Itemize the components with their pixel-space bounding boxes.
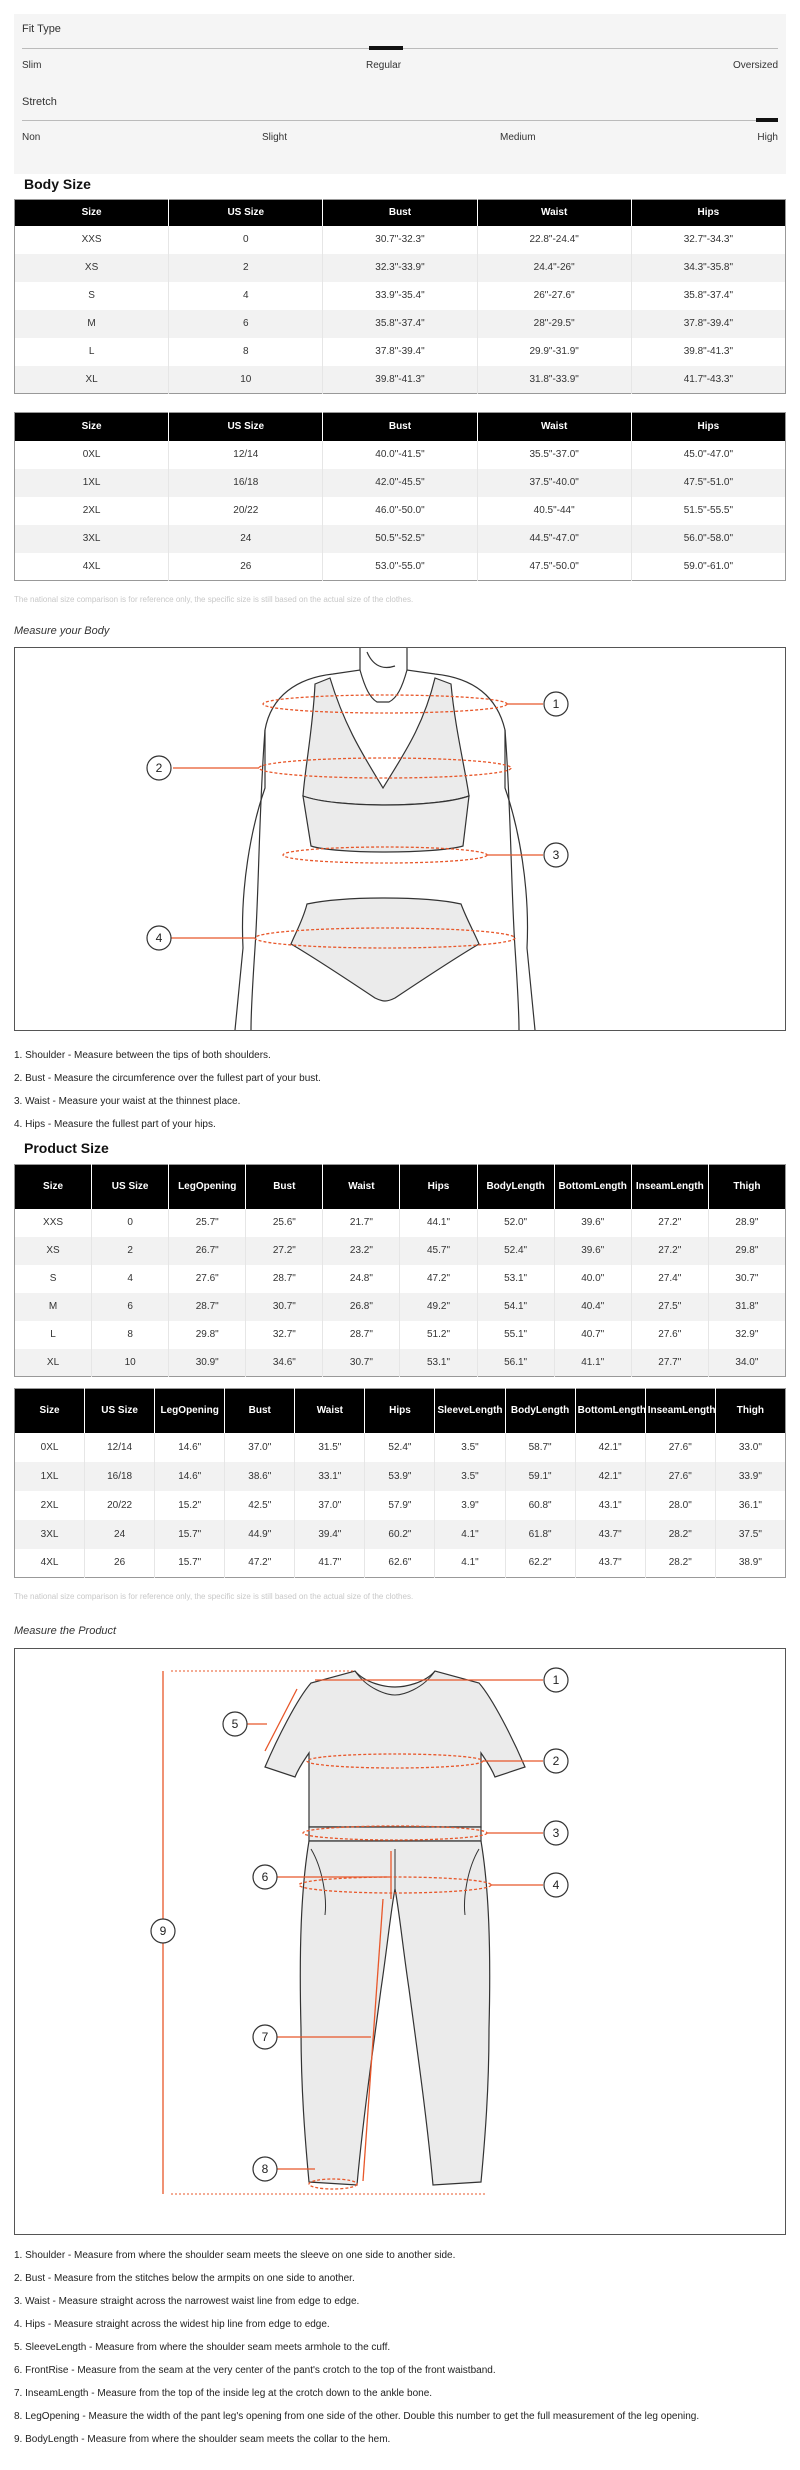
product-desc-1: 1. Shoulder - Measure from where the shoulder seam meets the sleeve on one side to another side. bbox=[14, 2250, 456, 2261]
body-size-table-2 bbox=[14, 412, 786, 581]
product-size-table-1-cell: 24.8" bbox=[323, 1265, 400, 1293]
product-size-table-1-cell: 27.2" bbox=[631, 1237, 708, 1265]
product-size-table-2-cell: 2XL bbox=[15, 1491, 85, 1520]
product-size-table-1-cell: 30.9" bbox=[169, 1349, 246, 1377]
body-size-table-1 bbox=[14, 199, 786, 394]
product-size-table-1-cell: XL bbox=[15, 1349, 92, 1377]
product-size-table-2-header-cell: Bust bbox=[225, 1389, 295, 1433]
body-size-table-2-cell: 24 bbox=[169, 525, 323, 553]
product-size-table-1-header-cell: BottomLength bbox=[554, 1165, 631, 1209]
product-size-table-2-cell: 3.9" bbox=[435, 1491, 505, 1520]
body-size-table-2-row bbox=[15, 497, 786, 525]
product-size-table-2-cell: 37.0" bbox=[295, 1491, 365, 1520]
product-size-table-1-cell: L bbox=[15, 1321, 92, 1349]
product-size-table-2-header-cell: Waist bbox=[295, 1389, 365, 1433]
body-size-table-2-header-cell: Waist bbox=[477, 413, 631, 441]
product-size-table-1-header-cell: Size bbox=[15, 1165, 92, 1209]
product-size-table-1-cell: 51.2" bbox=[400, 1321, 477, 1349]
body-size-table-1-row bbox=[15, 338, 786, 366]
product-size-table-1-cell: 29.8" bbox=[708, 1237, 785, 1265]
product-size-table-1-cell: 44.1" bbox=[400, 1209, 477, 1237]
body-size-table-2-cell: 47.5"-50.0" bbox=[477, 553, 631, 581]
product-size-table-1-cell: 32.9" bbox=[735, 1329, 759, 1340]
body-size-table-1-cell: 28"-29.5" bbox=[477, 310, 631, 338]
body-size-table-2-cell: 35.5"-37.0" bbox=[477, 441, 631, 469]
product-size-table-2-header-cell: Size bbox=[15, 1389, 85, 1433]
product-size-table-1-cell: XXS bbox=[15, 1209, 92, 1237]
body-size-table-2-cell: 16/18 bbox=[169, 469, 323, 497]
product-marker-7-label: 7 bbox=[261, 2030, 269, 2044]
body-size-table-1-cell: XXS bbox=[15, 226, 169, 254]
product-size-table-2-cell: 62.6" bbox=[365, 1549, 435, 1578]
product-size-table-1-cell: 34.0" bbox=[708, 1349, 785, 1377]
body-size-table-1-row bbox=[15, 366, 786, 394]
product-size-table-2-header-cell: Thigh bbox=[715, 1389, 785, 1433]
product-size-table-1-header-cell: LegOpening bbox=[169, 1165, 246, 1209]
product-size-table-2-cell: 24 bbox=[85, 1520, 155, 1549]
product-size-table-1-cell: 28.7" bbox=[246, 1265, 323, 1293]
product-size-table-2-cell: 15.7" bbox=[155, 1549, 225, 1578]
product-size-table-1-cell: 34.6" bbox=[246, 1349, 323, 1377]
product-size-table-1-cell: 27.5" bbox=[631, 1293, 708, 1321]
product-size-table-2-cell: 28.2" bbox=[645, 1549, 715, 1578]
product-size-table-1-row bbox=[15, 1349, 786, 1377]
product-size-table-2-cell: 58.7" bbox=[505, 1433, 575, 1462]
product-size-table-1-cell: 27.7" bbox=[631, 1349, 708, 1377]
body-size-table-1-cell: 33.9"-35.4" bbox=[323, 282, 477, 310]
product-size-table-2-cell: 31.5" bbox=[295, 1433, 365, 1462]
product-size-table-2-cell: 36.1" bbox=[738, 1499, 762, 1511]
product-size-table-1-cell: 26.7" bbox=[169, 1237, 246, 1265]
product-size-table-2-cell: 43.7" bbox=[575, 1549, 645, 1578]
product-size-table-1-cell: 27.2" bbox=[631, 1209, 708, 1237]
product-size-table-2-cell: 28.0" bbox=[645, 1491, 715, 1520]
product-size-table-2 bbox=[14, 1388, 786, 1578]
product-desc-3: 3. Waist - Measure straight across the narrowest waist line from edge to edge. bbox=[14, 2296, 360, 2307]
body-size-table-2-cell: 1XL bbox=[15, 469, 169, 497]
product-size-table-2-header-cell: BodyLength bbox=[505, 1389, 575, 1433]
product-size-table-1-cell: 10 bbox=[92, 1349, 169, 1377]
product-size-table-2-row bbox=[15, 1433, 786, 1462]
body-size-table-1-cell: 29.9"-31.9" bbox=[477, 338, 631, 366]
body-size-table-2-row bbox=[15, 469, 786, 497]
body-size-table-2-cell: 50.5"-52.5" bbox=[323, 525, 477, 553]
product-size-table-1-cell: 47.2" bbox=[400, 1265, 477, 1293]
body-size-table-1-cell: 30.7"-32.3" bbox=[323, 226, 477, 254]
product-size-table-1-cell: 23.2" bbox=[323, 1237, 400, 1265]
body-size-table-1-cell: 35.8"-37.4" bbox=[323, 310, 477, 338]
product-size-table-1-cell: 39.6" bbox=[554, 1209, 631, 1237]
body-size-table-1-header-cell: Size bbox=[15, 200, 169, 226]
product-marker-4-label: 4 bbox=[552, 1878, 560, 1892]
product-size-table-1-cell: 27.6" bbox=[169, 1265, 246, 1293]
product-size-table-1-cell: 53.1" bbox=[400, 1349, 477, 1377]
product-size-table-2-cell: 42.1" bbox=[575, 1433, 645, 1462]
body-size-note: The national size comparison is for reference only, the specific size is still based on the actual size of the clothes. bbox=[14, 595, 414, 604]
product-size-table-2-cell: 26 bbox=[85, 1549, 155, 1578]
product-size-table-2-header-cell: US Size bbox=[85, 1389, 155, 1433]
product-size-table-1-row bbox=[15, 1265, 786, 1293]
product-size-table-1-cell: 41.1" bbox=[554, 1349, 631, 1377]
body-size-table-1-cell: 37.8"-39.4" bbox=[323, 338, 477, 366]
stretch-label-non: Non bbox=[22, 132, 41, 143]
product-size-table-1-cell: 55.1" bbox=[477, 1321, 554, 1349]
body-illustration bbox=[15, 648, 785, 1030]
product-size-table-2-row bbox=[15, 1549, 786, 1578]
product-size-table-2-header-cell: LegOpening bbox=[155, 1389, 225, 1433]
product-size-table-2-cell: 15.2" bbox=[155, 1491, 225, 1520]
product-size-table-1-cell: 32.7" bbox=[246, 1321, 323, 1349]
body-size-title: Body Size bbox=[24, 176, 91, 192]
product-size-table-2-cell: 57.9" bbox=[365, 1491, 435, 1520]
body-size-table-1-cell: 37.8"-39.4" bbox=[631, 310, 785, 338]
product-size-table-1-header-cell: Hips bbox=[400, 1165, 477, 1209]
body-size-table-2-row bbox=[15, 441, 786, 469]
stretch-label-high: High bbox=[757, 132, 778, 143]
body-desc-3: 3. Waist - Measure your waist at the thinnest place. bbox=[14, 1096, 241, 1107]
product-size-table-2-cell: 28.2" bbox=[645, 1520, 715, 1549]
product-size-table-2-cell: 3XL bbox=[15, 1520, 85, 1549]
product-size-table-2-cell: 39.4" bbox=[295, 1520, 365, 1549]
product-size-table-1-cell: M bbox=[15, 1293, 92, 1321]
body-size-table-2-cell: 12/14 bbox=[169, 441, 323, 469]
product-size-table-2-cell: 16/18 bbox=[85, 1462, 155, 1491]
product-marker-1-label: 1 bbox=[552, 1673, 560, 1687]
body-size-table-1-row bbox=[15, 226, 786, 254]
measure-product-title: Measure the Product bbox=[14, 1625, 117, 1637]
product-marker-6-label: 6 bbox=[261, 1870, 269, 1884]
product-size-table-2-header-cell: SleeveLength bbox=[435, 1389, 505, 1433]
product-desc-6: 6. FrontRise - Measure from the seam at the very center of the pant's crotch to the top of the front waistband. bbox=[14, 2365, 496, 2376]
product-size-table-2-cell: 33.0" bbox=[738, 1441, 762, 1453]
body-size-table-2-cell: 46.0"-50.0" bbox=[323, 497, 477, 525]
body-size-table-2-cell: 42.0"-45.5" bbox=[323, 469, 477, 497]
body-size-table-2-cell: 53.0"-55.0" bbox=[323, 553, 477, 581]
product-size-table-2-cell: 38.6" bbox=[225, 1462, 295, 1491]
product-size-table-1-cell: 52.4" bbox=[477, 1237, 554, 1265]
body-size-table-2-header-cell: US Size bbox=[169, 413, 323, 441]
product-size-table-2-header-cell: Hips bbox=[365, 1389, 435, 1433]
product-size-table-1-cell: 56.1" bbox=[477, 1349, 554, 1377]
product-size-table-2-cell: 33.1" bbox=[295, 1462, 365, 1491]
stretch-marker bbox=[756, 118, 778, 122]
product-size-table-2-cell: 41.7" bbox=[295, 1549, 365, 1578]
product-size-table-1-cell: 28.7" bbox=[169, 1293, 246, 1321]
product-size-table-1-cell: 25.7" bbox=[169, 1209, 246, 1237]
product-size-table-1-cell: 45.7" bbox=[400, 1237, 477, 1265]
product-size-table-1-header-cell: BodyLength bbox=[477, 1165, 554, 1209]
fit-panel bbox=[14, 14, 786, 174]
product-marker-9-label: 9 bbox=[159, 1924, 167, 1938]
body-size-table-2-cell: 2XL bbox=[15, 497, 169, 525]
body-size-table-1-cell: 10 bbox=[169, 366, 323, 394]
product-size-table-2-cell: 43.7" bbox=[575, 1520, 645, 1549]
product-size-table-2-header-cell: InseamLength bbox=[645, 1389, 715, 1433]
product-desc-8: 8. LegOpening - Measure the width of the pant leg's opening from one side of the other. Double this number to get the full measurement of the leg opening. bbox=[14, 2411, 700, 2422]
stretch-title: Stretch bbox=[22, 96, 57, 108]
product-size-table-2-cell: 3.5" bbox=[435, 1433, 505, 1462]
body-size-table-1-cell: 41.7"-43.3" bbox=[631, 366, 785, 394]
body-size-table-1-cell: 26"-27.6" bbox=[477, 282, 631, 310]
product-size-title: Product Size bbox=[24, 1140, 109, 1156]
product-size-table-2-cell: 4XL bbox=[15, 1549, 85, 1578]
product-size-table-1-row bbox=[15, 1237, 786, 1265]
product-size-table-2-cell: 14.6" bbox=[155, 1433, 225, 1462]
fit-type-label-regular: Regular bbox=[366, 60, 402, 71]
body-size-table-1-cell: 22.8"-24.4" bbox=[477, 226, 631, 254]
product-size-table-2-cell: 33.9" bbox=[715, 1462, 785, 1491]
product-size-table-2-cell: 59.1" bbox=[505, 1462, 575, 1491]
body-size-table-1-cell: 24.4"-26" bbox=[477, 254, 631, 282]
product-size-table-1-cell: 40.0" bbox=[554, 1265, 631, 1293]
product-size-table-1 bbox=[14, 1164, 786, 1377]
product-size-table-1-cell: 30.7" bbox=[323, 1349, 400, 1377]
stretch-label-slight: Slight bbox=[262, 132, 288, 143]
body-size-table-2-cell: 45.0"-47.0" bbox=[683, 449, 734, 460]
body-size-table-1-cell: L bbox=[15, 338, 169, 366]
product-size-table-1-cell: 2 bbox=[92, 1237, 169, 1265]
product-size-table-2-cell: 42.1" bbox=[575, 1462, 645, 1491]
body-size-table-1-cell: 35.8"-37.4" bbox=[683, 290, 734, 301]
product-size-table-2-cell: 37.0" bbox=[225, 1433, 295, 1462]
product-size-table-1-cell: 27.6" bbox=[631, 1321, 708, 1349]
product-size-table-1-cell: 29.8" bbox=[169, 1321, 246, 1349]
body-size-table-1-row bbox=[15, 282, 786, 310]
body-size-table-2-cell: 26 bbox=[169, 553, 323, 581]
product-size-table-1-cell: 53.1" bbox=[477, 1265, 554, 1293]
product-size-table-1-cell: 39.6" bbox=[554, 1237, 631, 1265]
body-size-table-2-cell: 51.5"-55.5" bbox=[683, 505, 734, 516]
body-size-table-1-cell: 31.8"-33.9" bbox=[477, 366, 631, 394]
product-size-table-1-cell: 27.4" bbox=[631, 1265, 708, 1293]
body-size-table-1-cell: 4 bbox=[169, 282, 323, 310]
product-size-table-2-cell: 37.5" bbox=[715, 1520, 785, 1549]
body-marker-2-label: 2 bbox=[155, 761, 163, 775]
product-marker-5-label: 5 bbox=[231, 1717, 239, 1731]
product-size-table-2-cell: 27.6" bbox=[645, 1433, 715, 1462]
body-size-table-2-cell: 3XL bbox=[15, 525, 169, 553]
product-size-table-1-cell: 49.2" bbox=[400, 1293, 477, 1321]
body-size-table-1-header-cell: Bust bbox=[323, 200, 477, 226]
product-size-table-1-cell: 26.8" bbox=[323, 1293, 400, 1321]
body-size-table-1-cell: 6 bbox=[169, 310, 323, 338]
product-size-table-1-header-cell: US Size bbox=[92, 1165, 169, 1209]
product-size-table-2-cell: 4.1" bbox=[435, 1549, 505, 1578]
body-size-table-1-header-cell: Waist bbox=[477, 200, 631, 226]
body-desc-2: 2. Bust - Measure the circumference over the fullest part of your bust. bbox=[14, 1073, 321, 1084]
product-desc-2: 2. Bust - Measure from the stitches below the armpits on one side to another. bbox=[14, 2273, 355, 2284]
product-size-table-2-cell: 0XL bbox=[15, 1433, 85, 1462]
stretch-label-medium: Medium bbox=[500, 132, 536, 143]
product-size-table-1-cell: 27.2" bbox=[246, 1237, 323, 1265]
body-diagram bbox=[14, 647, 786, 1031]
body-size-table-1-header-cell: Hips bbox=[631, 200, 785, 226]
body-size-table-1-cell: S bbox=[15, 282, 169, 310]
product-size-table-1-cell: 8 bbox=[92, 1321, 169, 1349]
fit-type-title: Fit Type bbox=[22, 23, 61, 35]
body-marker-4-label: 4 bbox=[155, 931, 163, 945]
product-size-table-1-cell: 52.0" bbox=[477, 1209, 554, 1237]
body-size-table-1-cell: 8 bbox=[169, 338, 323, 366]
product-size-table-1-cell: XS bbox=[15, 1237, 92, 1265]
product-size-table-1-cell: 0 bbox=[92, 1209, 169, 1237]
product-marker-2-label: 2 bbox=[552, 1754, 560, 1768]
product-size-table-2-cell: 60.2" bbox=[365, 1520, 435, 1549]
body-desc-1: 1. Shoulder - Measure between the tips of both shoulders. bbox=[14, 1050, 271, 1061]
body-size-table-2-cell: 44.5"-47.0" bbox=[477, 525, 631, 553]
body-size-table-2-header-cell: Size bbox=[15, 413, 169, 441]
product-desc-5: 5. SleeveLength - Measure from where the shoulder seam meets armhole to the cuff. bbox=[14, 2342, 391, 2353]
product-size-table-2-header-cell: BottomLength bbox=[575, 1389, 645, 1433]
product-size-table-1-row bbox=[15, 1293, 786, 1321]
body-size-table-2-header-cell: Bust bbox=[323, 413, 477, 441]
product-marker-8-label: 8 bbox=[261, 2162, 269, 2176]
body-size-table-1-cell: 0 bbox=[169, 226, 323, 254]
product-size-table-2-cell: 62.2" bbox=[505, 1549, 575, 1578]
product-size-table-1-cell: 28.7" bbox=[323, 1321, 400, 1349]
product-size-table-2-cell: 27.6" bbox=[645, 1462, 715, 1491]
product-size-table-1-cell: 4 bbox=[92, 1265, 169, 1293]
product-size-table-2-cell: 20/22 bbox=[85, 1491, 155, 1520]
product-size-table-1-cell: 6 bbox=[92, 1293, 169, 1321]
body-size-table-2-cell: 40.0"-41.5" bbox=[323, 441, 477, 469]
measure-body-title: Measure your Body bbox=[14, 625, 110, 637]
product-desc-7: 7. InseamLength - Measure from the top of the inside leg at the crotch down to the ankle bone. bbox=[14, 2388, 433, 2399]
product-size-table-1-header-cell: Bust bbox=[246, 1165, 323, 1209]
body-size-table-1-row bbox=[15, 254, 786, 282]
body-size-table-1-cell: XL bbox=[15, 366, 169, 394]
product-size-table-1-cell: 54.1" bbox=[477, 1293, 554, 1321]
product-size-note: The national size comparison is for reference only, the specific size is still based on the actual size of the clothes. bbox=[14, 1592, 414, 1601]
product-size-table-2-row bbox=[15, 1491, 786, 1520]
body-size-table-2-cell: 37.5"-40.0" bbox=[477, 469, 631, 497]
product-size-table-1-cell: 30.7" bbox=[735, 1273, 759, 1284]
product-size-table-2-cell: 44.9" bbox=[225, 1520, 295, 1549]
product-size-table-2-cell: 53.9" bbox=[365, 1462, 435, 1491]
product-size-table-1-cell: 25.6" bbox=[246, 1209, 323, 1237]
body-size-table-1-cell: M bbox=[15, 310, 169, 338]
body-size-table-2-cell: 0XL bbox=[15, 441, 169, 469]
product-size-table-1-cell: 40.4" bbox=[554, 1293, 631, 1321]
body-size-table-1-cell: 39.8"-41.3" bbox=[683, 346, 734, 357]
product-size-table-2-cell: 47.2" bbox=[225, 1549, 295, 1578]
product-size-table-2-cell: 12/14 bbox=[85, 1433, 155, 1462]
product-size-table-1-cell: 40.7" bbox=[554, 1321, 631, 1349]
product-size-table-1-row bbox=[15, 1321, 786, 1349]
body-size-table-2-cell: 59.0"-61.0" bbox=[683, 560, 734, 572]
body-size-table-1-cell: 32.3"-33.9" bbox=[323, 254, 477, 282]
product-size-table-2-row bbox=[15, 1520, 786, 1549]
product-size-table-1-header-cell: Waist bbox=[323, 1165, 400, 1209]
product-marker-3-label: 3 bbox=[552, 1826, 560, 1840]
product-size-table-1-cell: 30.7" bbox=[246, 1293, 323, 1321]
fit-type-marker bbox=[369, 46, 403, 50]
product-size-table-2-cell: 15.7" bbox=[155, 1520, 225, 1549]
body-size-table-1-cell: 2 bbox=[169, 254, 323, 282]
fit-type-label-oversized: Oversized bbox=[732, 60, 778, 71]
product-size-table-1-cell: 31.8" bbox=[708, 1293, 785, 1321]
product-size-table-1-header-cell: Thigh bbox=[708, 1165, 785, 1209]
body-size-table-1-cell: 39.8"-41.3" bbox=[323, 366, 477, 394]
body-marker-3-label: 3 bbox=[552, 848, 560, 862]
body-size-table-2-row bbox=[15, 525, 786, 553]
stretch-track bbox=[22, 120, 778, 121]
product-size-table-2-cell: 42.5" bbox=[225, 1491, 295, 1520]
product-illustration bbox=[15, 1649, 785, 2234]
product-size-table-1-cell: 28.9" bbox=[735, 1217, 759, 1228]
product-desc-9: 9. BodyLength - Measure from where the shoulder seam meets the collar to the hem. bbox=[14, 2434, 391, 2445]
body-size-table-1-cell: XS bbox=[15, 254, 169, 282]
product-size-table-2-cell: 43.1" bbox=[575, 1491, 645, 1520]
product-size-table-1-cell: 21.7" bbox=[323, 1209, 400, 1237]
body-size-table-2-cell: 40.5"-44" bbox=[477, 497, 631, 525]
body-size-table-2-cell: 4XL bbox=[15, 553, 169, 581]
product-size-table-2-cell: 38.9" bbox=[738, 1557, 762, 1569]
body-desc-4: 4. Hips - Measure the fullest part of your hips. bbox=[14, 1119, 216, 1130]
body-size-table-1-row bbox=[15, 310, 786, 338]
product-size-table-1-cell: S bbox=[15, 1265, 92, 1293]
body-size-table-2-cell: 20/22 bbox=[169, 497, 323, 525]
product-size-table-2-cell: 1XL bbox=[15, 1462, 85, 1491]
product-size-table-2-cell: 4.1" bbox=[435, 1520, 505, 1549]
body-size-table-1-header-cell: US Size bbox=[169, 200, 323, 226]
product-size-table-2-cell: 3.5" bbox=[435, 1462, 505, 1491]
product-size-table-1-header-cell: InseamLength bbox=[631, 1165, 708, 1209]
body-marker-1-label: 1 bbox=[552, 697, 560, 711]
product-size-table-2-cell: 60.8" bbox=[505, 1491, 575, 1520]
product-desc-4: 4. Hips - Measure straight across the widest hip line from edge to edge. bbox=[14, 2319, 330, 2330]
product-size-table-2-cell: 52.4" bbox=[365, 1433, 435, 1462]
body-size-table-1-cell: 32.7"-34.3" bbox=[683, 234, 734, 245]
body-size-table-2-row bbox=[15, 553, 786, 581]
body-size-table-2-cell: 47.5"-51.0" bbox=[631, 469, 785, 497]
product-size-table-2-cell: 14.6" bbox=[155, 1462, 225, 1491]
product-size-table-2-row bbox=[15, 1462, 786, 1491]
body-size-table-2-header-cell: Hips bbox=[631, 413, 785, 441]
product-size-table-1-row bbox=[15, 1209, 786, 1237]
product-size-table-2-cell: 61.8" bbox=[505, 1520, 575, 1549]
body-size-table-2-cell: 56.0"-58.0" bbox=[631, 525, 785, 553]
fit-type-label-slim: Slim bbox=[22, 60, 42, 71]
product-diagram bbox=[14, 1648, 786, 2235]
body-size-table-1-cell: 34.3"-35.8" bbox=[631, 254, 785, 282]
